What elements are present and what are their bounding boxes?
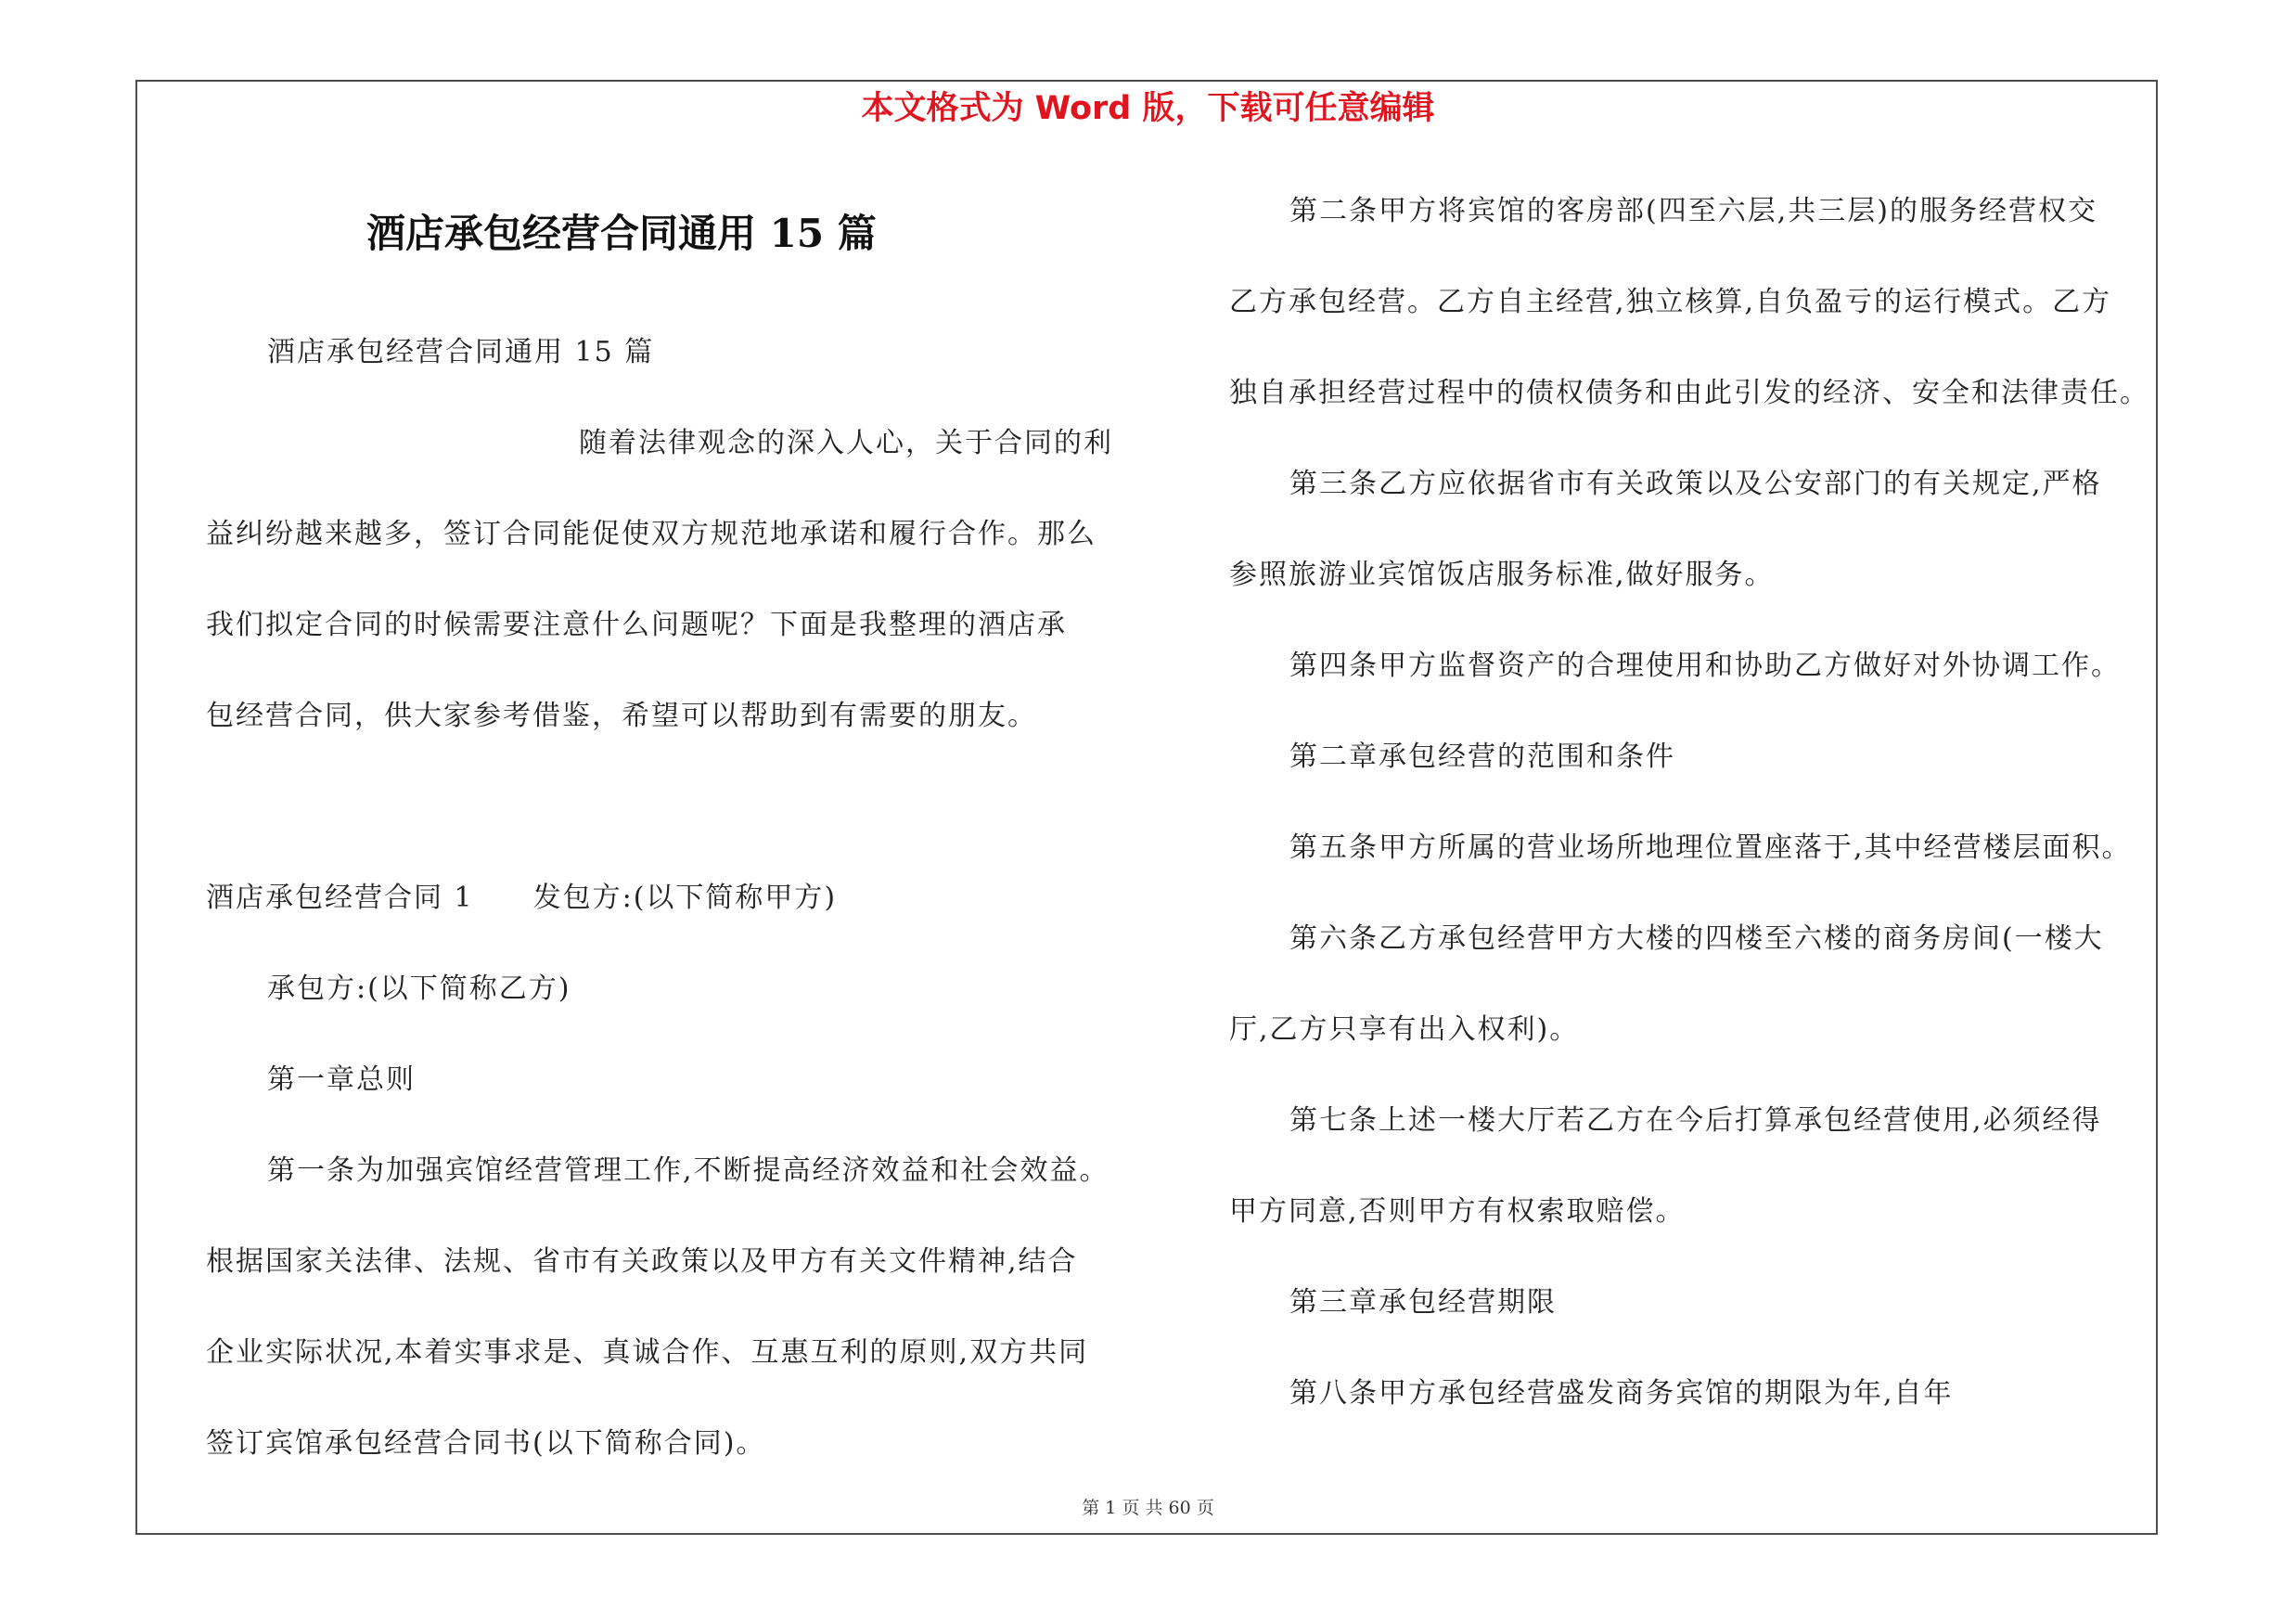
right-line: 厅,乙方只享有出入权利)。 <box>1229 1013 1580 1046</box>
right-line: 第二章承包经营的范围和条件 <box>1289 741 1675 773</box>
left-line: 企业实际状况,本着实事求是、真诚合作、互惠互利的原则,双方共同 <box>206 1336 1089 1369</box>
page-number-footer: 第 1 页 共 60 页 <box>1082 1498 1214 1518</box>
format-banner: 本文格式为 Word 版，下载可任意编辑 <box>861 90 1435 127</box>
right-line: 第七条上述一楼大厅若乙方在今后打算承包经营使用,必须经得 <box>1289 1104 2102 1137</box>
left-line: 第一章总则 <box>267 1063 416 1096</box>
document-title: 酒店承包经营合同通用 15 篇 <box>366 211 877 256</box>
right-line: 甲方同意,否则甲方有权索取赔偿。 <box>1229 1195 1686 1228</box>
left-line: 承包方:(以下简称乙方) <box>267 973 571 1005</box>
left-line: 随着法律观念的深入人心，关于合同的利 <box>579 427 1113 459</box>
left-line: 第一条为加强宾馆经营管理工作,不断提高经济效益和社会效益。 <box>267 1154 1110 1187</box>
left-line: 根据国家关法律、法规、省市有关政策以及甲方有关文件精神,结合 <box>206 1245 1078 1278</box>
right-line: 乙方承包经营。乙方自主经营,独立核算,自负盈亏的运行模式。乙方 <box>1229 286 2112 318</box>
right-line: 第三条乙方应依据省市有关政策以及公安部门的有关规定,严格 <box>1289 468 2102 500</box>
right-line: 第四条甲方监督资产的合理使用和协助乙方做好对外协调工作。 <box>1289 650 2121 682</box>
right-line: 第三章承包经营期限 <box>1289 1286 1557 1319</box>
right-line: 参照旅游业宾馆饭店服务标准,做好服务。 <box>1229 559 1775 591</box>
right-line: 第二条甲方将宾馆的客房部(四至六层,共三层)的服务经营权交 <box>1289 195 2097 227</box>
left-line: 酒店承包经营合同通用 15 篇 <box>267 336 655 368</box>
left-line: 包经营合同，供大家参考借鉴，希望可以帮助到有需要的朋友。 <box>206 700 1037 732</box>
right-line: 第六条乙方承包经营甲方大楼的四楼至六楼的商务房间(一楼大 <box>1289 922 2104 955</box>
left-line: 酒店承包经营合同 1 发包方:(以下简称甲方) <box>206 882 838 914</box>
right-line: 第八条甲方承包经营盛发商务宾馆的期限为年,自年 <box>1289 1377 1954 1410</box>
right-line: 独自承担经营过程中的债权债务和由此引发的经济、安全和法律责任。 <box>1229 377 2149 409</box>
left-line: 益纠纷越来越多，签订合同能促使双方规范地承诺和履行合作。那么 <box>206 518 1097 550</box>
left-line: 我们拟定合同的时候需要注意什么问题呢？下面是我整理的酒店承 <box>206 609 1067 641</box>
right-line: 第五条甲方所属的营业场所地理位置座落于,其中经营楼层面积。 <box>1289 831 2132 864</box>
left-line: 签订宾馆承包经营合同书(以下简称合同)。 <box>206 1427 766 1460</box>
